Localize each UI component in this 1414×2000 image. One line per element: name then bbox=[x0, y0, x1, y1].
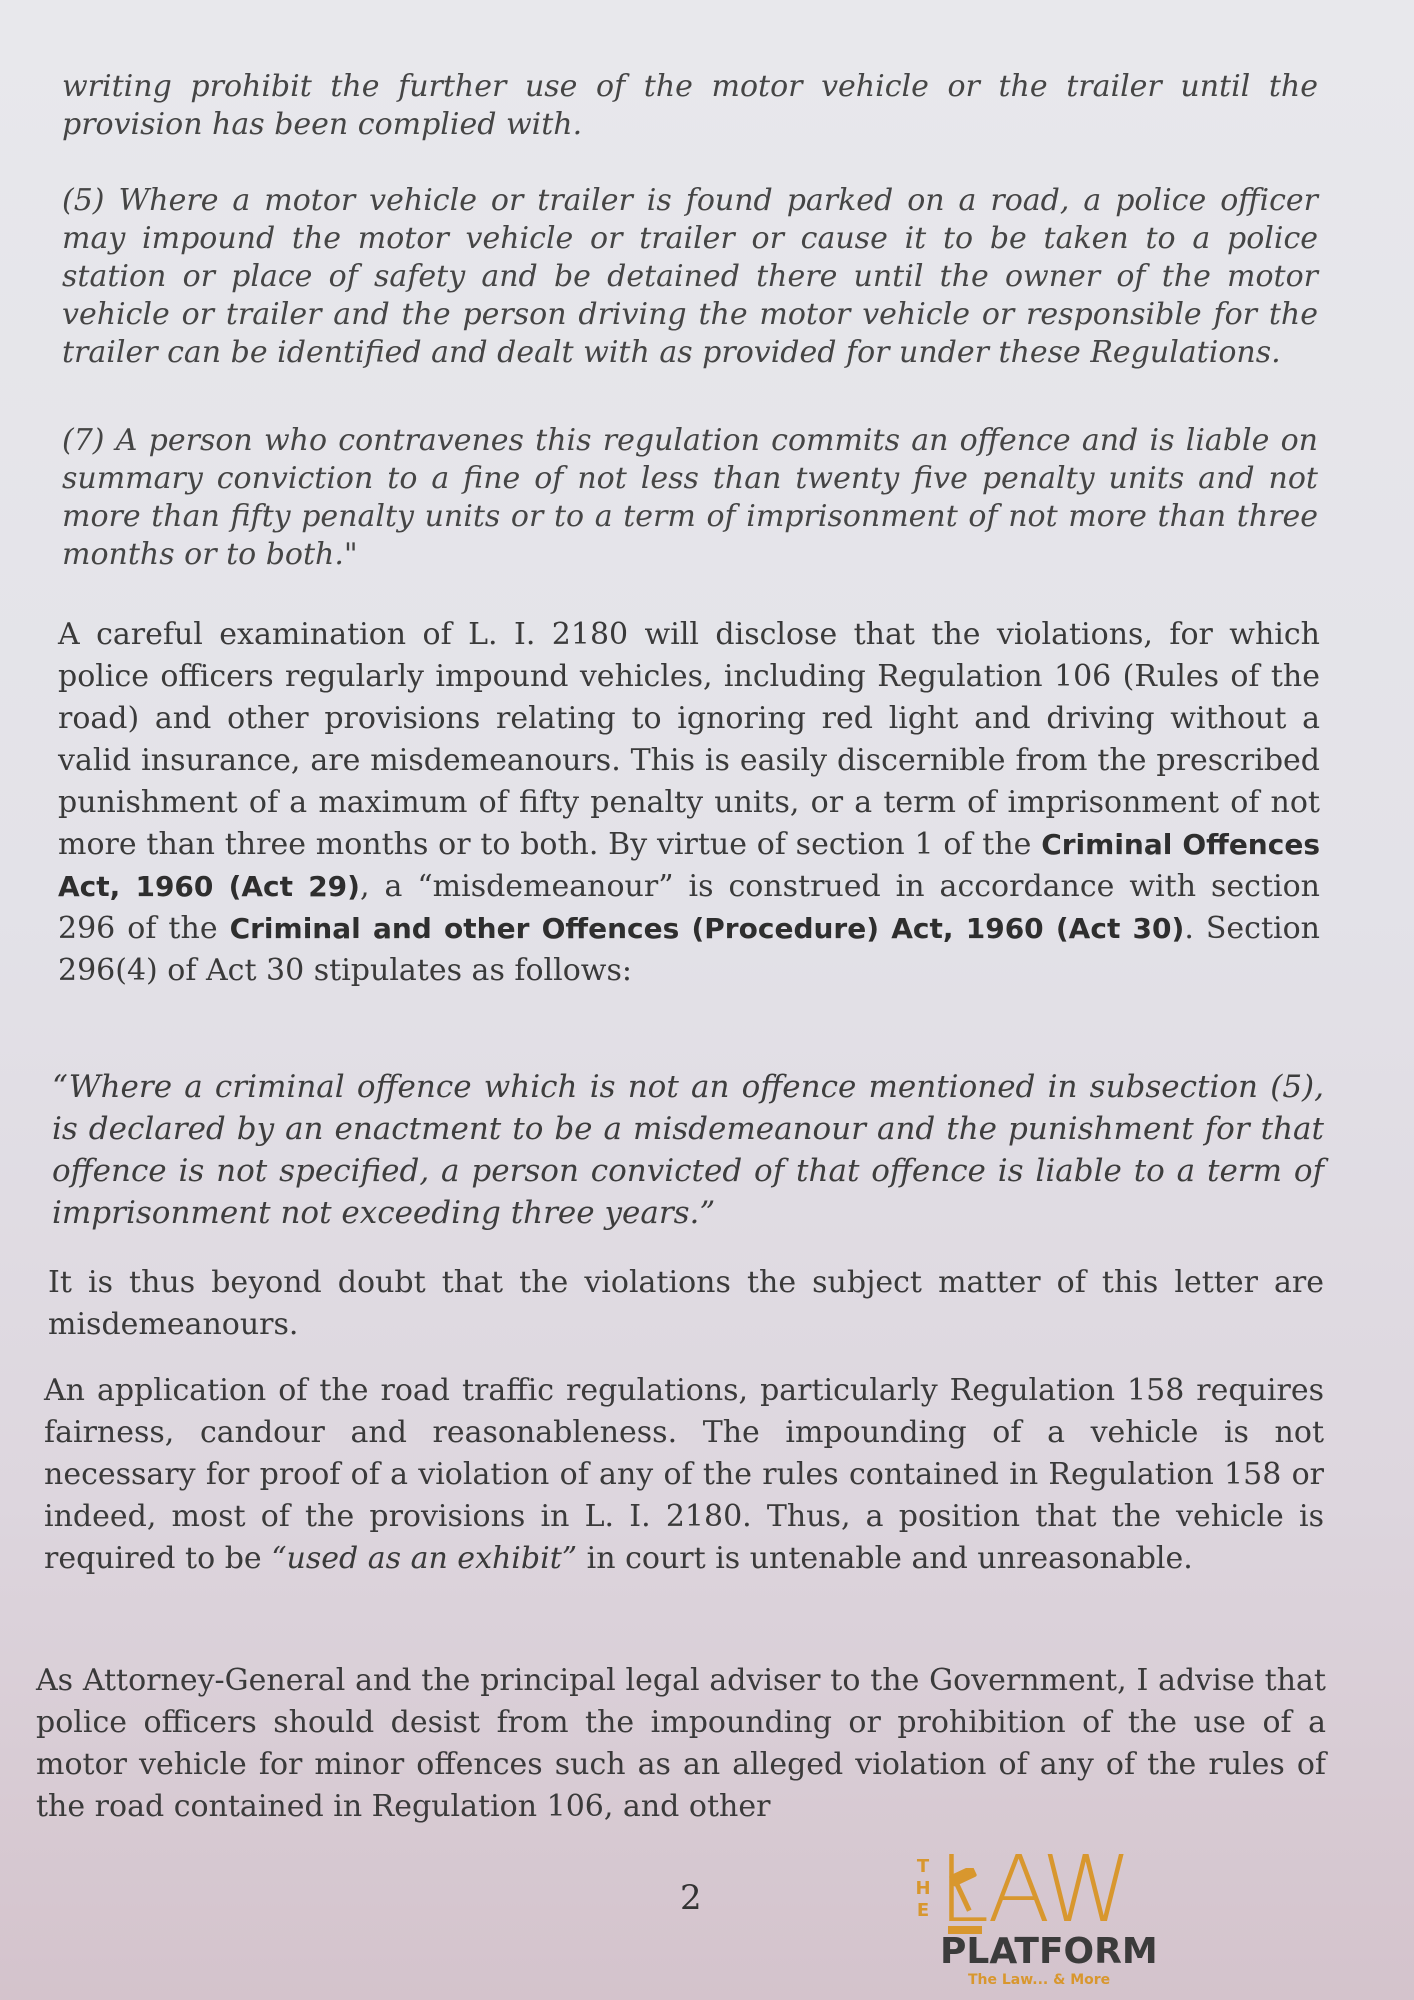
section-296-quote bbox=[52, 1066, 1324, 1234]
logo-law-text: LAW bbox=[938, 1836, 1129, 1943]
paragraph-text: (5) Where a motor vehicle or trailer is found parked on a road, a police officer may impound the motor vehicle or trailer or cause it to be taken to a police station or place of safety and be detained there until the owner of the motor vehicle or trailer and the person driving the motor vehicle or responsible for the trailer can be identified and dealt with as provided for under these Regulations. bbox=[62, 183, 1318, 370]
paragraph-text: A careful examination of L. I. 2180 will disclose that the violations, for which police officers regularly impound vehicles, including Regulation 106 (Rules of the road) and other provisions relating to ignoring red light and driving without a valid insurance, are misdemeanours. This is easily discernible from the prescribed punishment of a maximum of fifty penalty units, or a term of imprisonment of not more than three months or to both. By virtue of section 1 of the bbox=[58, 617, 1320, 862]
regulation-continuation-paragraph bbox=[62, 68, 1318, 144]
page-number: 2 bbox=[680, 1878, 702, 1918]
paragraph-text: As Attorney-General and the principal legal adviser to the Government, I advise that police officers should desist from the impounding or prohibition of the use of a motor vehicle for minor offences such as an alleged violation of any of the rules of the road contained in Regulation 106, and other bbox=[36, 1663, 1326, 1824]
logo-the-letter: H bbox=[915, 1878, 931, 1899]
act-30-reference: Criminal and other Offences (Procedure) Act, 1960 (Act 30) bbox=[229, 912, 1185, 945]
conclusion-paragraph bbox=[48, 1262, 1324, 1346]
regulation-subsection-7-paragraph bbox=[62, 422, 1318, 574]
act-29-reference: Criminal Offences Act, 1960 (Act 29) bbox=[58, 828, 1320, 903]
attorney-general-advice-paragraph bbox=[36, 1660, 1326, 1828]
paragraph-text: An application of the road traffic regulations, particularly Regulation 158 requires fairness, candour and reasonableness. The impounding of a vehicle is not necessary for proof of a violation of any of the rules contained in Regulation 158 or indeed, most of the provisions in L. I. 2180. Thus, a position that the vehicle is required to be bbox=[44, 1373, 1324, 1576]
logo-the-letter: E bbox=[916, 1900, 930, 1921]
paragraph-text: . Section 296(4) of Act 30 stipulates as follows: bbox=[58, 911, 1320, 988]
analysis-paragraph bbox=[58, 614, 1320, 992]
paragraph-text: (7) A person who contravenes this regulation commits an offence and is liable on summary conviction to a fine of not less than twenty five penalty units and not more than fifty penalty units or to a term of imprisonment of not more than three months or to both." bbox=[62, 423, 1318, 572]
paragraph-text: “Where a criminal offence which is not an offence mentioned in subsection (5), is declared by an enactment to be a misdemeanour and the punishment for that offence is not specified, a person convicted of that offence is liable to a term of imprisonment not exceeding three years.” bbox=[52, 1069, 1324, 1231]
paragraph-text: writing prohibit the further use of the motor vehicle or the trailer until the provision has been complied with. bbox=[62, 69, 1318, 142]
paragraph-text: , a “misdemeanour” is construed in accordance with section 296 of the bbox=[58, 869, 1320, 946]
paragraph-text: It is thus beyond doubt that the violations the subject matter of this letter are misdemeanours. bbox=[48, 1265, 1324, 1342]
regulation-158-paragraph bbox=[44, 1370, 1324, 1580]
logo-the-text bbox=[912, 1856, 934, 1922]
logo-the-letters bbox=[912, 1856, 934, 1922]
logo-platform-text: PLATFORM bbox=[940, 1931, 1158, 1972]
exhibit-phrase: “used as an exhibit” bbox=[271, 1541, 578, 1576]
the-law-platform-logo bbox=[912, 1836, 1172, 1993]
regulation-subsection-5-paragraph bbox=[62, 182, 1318, 372]
paragraph-text: in court is untenable and unreasonable. bbox=[577, 1541, 1193, 1576]
logo-the-letter: T bbox=[916, 1856, 930, 1877]
logo-tagline: The Law... & More bbox=[968, 1972, 1111, 1988]
